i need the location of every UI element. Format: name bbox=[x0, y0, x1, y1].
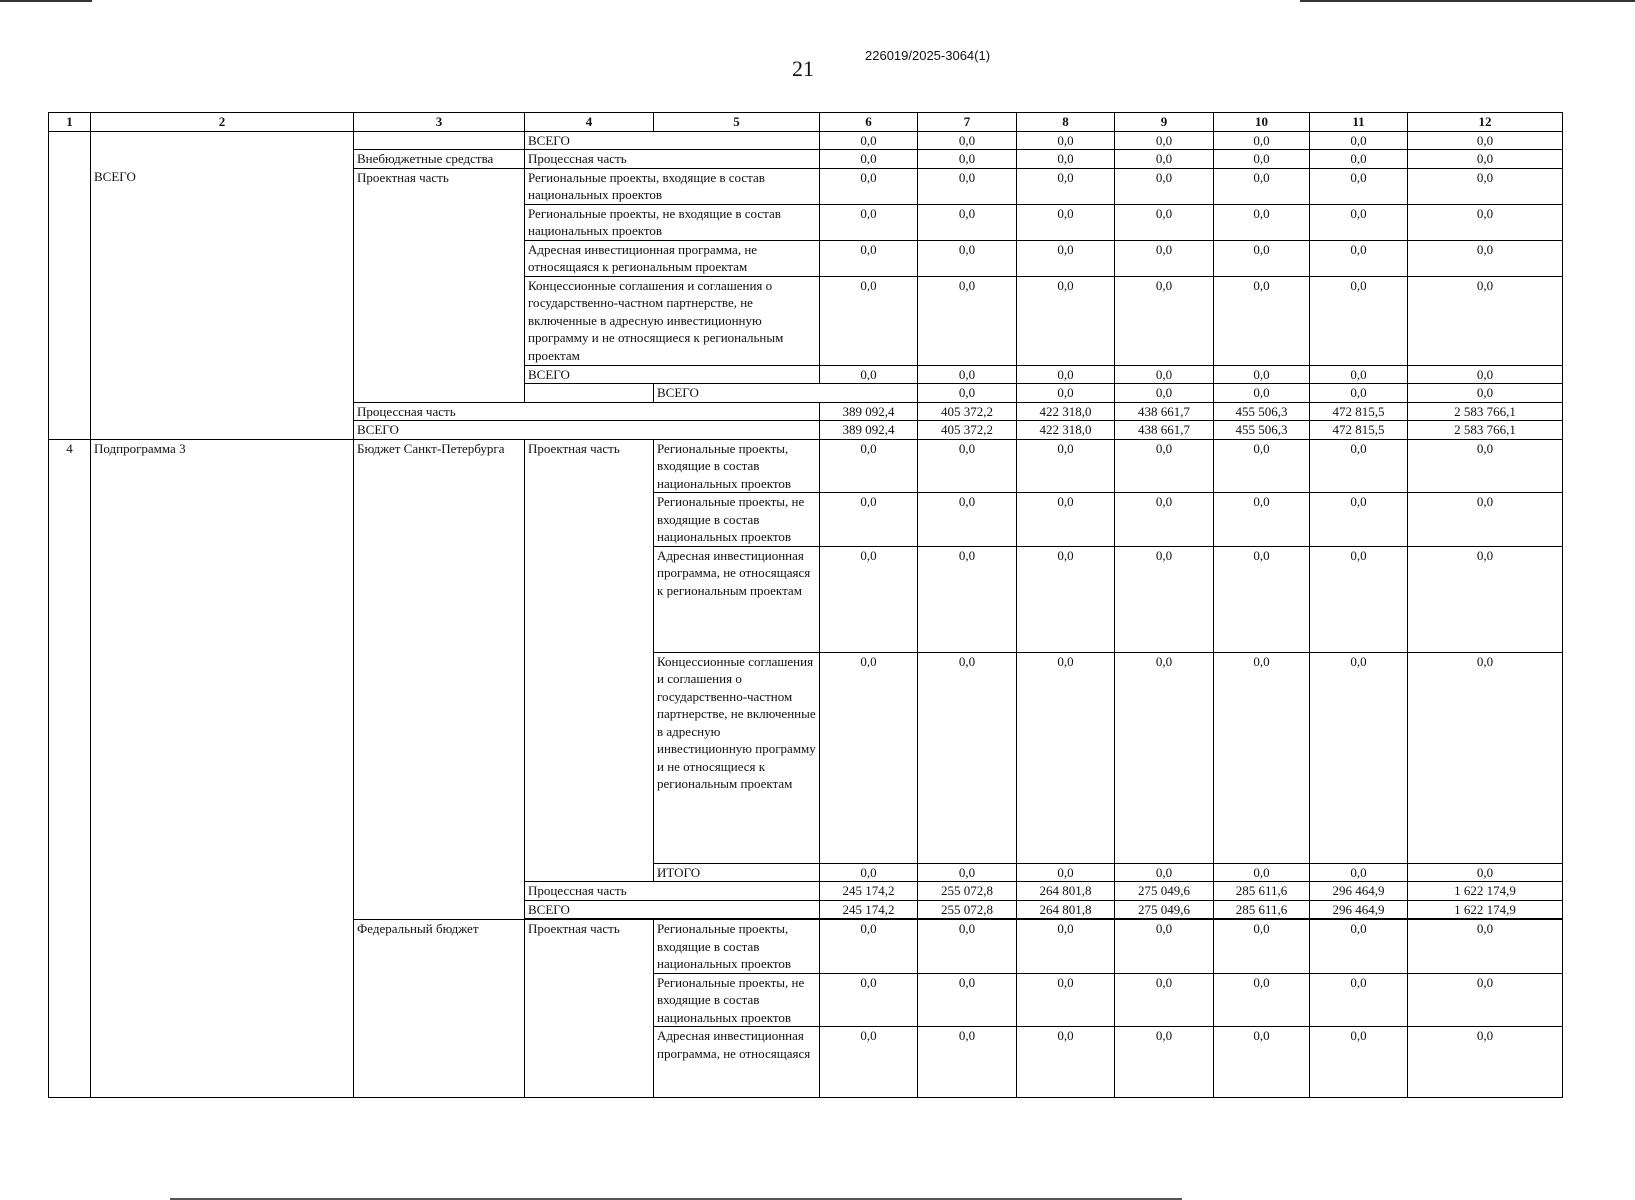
value-cell: 0,0 bbox=[820, 131, 918, 150]
value-cell: 0,0 bbox=[918, 493, 1017, 547]
value-cell: 0,0 bbox=[1408, 384, 1563, 403]
value-cell: 0,0 bbox=[918, 204, 1017, 240]
value-cell: 0,0 bbox=[1408, 276, 1563, 365]
value-cell: 0,0 bbox=[1214, 493, 1310, 547]
value-cell: 0,0 bbox=[918, 240, 1017, 276]
value-cell: 0,0 bbox=[1017, 131, 1115, 150]
col-header: 4 bbox=[525, 113, 654, 132]
value-cell: 0,0 bbox=[918, 131, 1017, 150]
value-cell: 0,0 bbox=[1017, 204, 1115, 240]
value-cell: 0,0 bbox=[1214, 168, 1310, 204]
value-cell: 0,0 bbox=[1408, 365, 1563, 384]
value-cell: 0,0 bbox=[1408, 493, 1563, 547]
value-cell: 285 611,6 bbox=[1214, 900, 1310, 919]
col-header: 1 bbox=[49, 113, 91, 132]
value-cell: 0,0 bbox=[820, 168, 918, 204]
value-cell: 0,0 bbox=[1408, 920, 1563, 974]
value-cell: 422 318,0 bbox=[1017, 402, 1115, 421]
row-label: ВСЕГО bbox=[525, 365, 820, 384]
col-header: 11 bbox=[1310, 113, 1408, 132]
row-label: ВСЕГО bbox=[525, 900, 820, 919]
value-cell: 0,0 bbox=[918, 920, 1017, 974]
value-cell: 285 611,6 bbox=[1214, 882, 1310, 901]
row-label: Адресная инвестиционная программа, не относящаяся bbox=[654, 1027, 820, 1098]
row-label: Региональные проекты, не входящие в состав национальных проектов bbox=[654, 973, 820, 1027]
value-cell: 0,0 bbox=[820, 493, 918, 547]
document-id: 226019/2025-3064(1) bbox=[865, 48, 991, 63]
col-header: 7 bbox=[918, 113, 1017, 132]
value-cell: 2 583 766,1 bbox=[1408, 421, 1563, 440]
header-row bbox=[49, 113, 1563, 132]
value-cell: 0,0 bbox=[1310, 920, 1408, 974]
value-cell: 0,0 bbox=[1017, 365, 1115, 384]
value-cell: 0,0 bbox=[1115, 920, 1214, 974]
row-label: Процессная часть bbox=[354, 402, 820, 421]
value-cell: 0,0 bbox=[1214, 439, 1310, 493]
value-cell: 0,0 bbox=[1310, 131, 1408, 150]
value-cell: 0,0 bbox=[1115, 546, 1214, 652]
value-cell: 0,0 bbox=[820, 240, 918, 276]
col-header: 8 bbox=[1017, 113, 1115, 132]
col-header: 12 bbox=[1408, 113, 1563, 132]
value-cell: 0,0 bbox=[918, 973, 1017, 1027]
value-cell: 0,0 bbox=[820, 204, 918, 240]
value-cell: 0,0 bbox=[820, 439, 918, 493]
value-cell: 0,0 bbox=[1408, 150, 1563, 169]
spacer-cell bbox=[525, 384, 654, 403]
value-cell: 1 622 174,9 bbox=[1408, 900, 1563, 919]
row-label: ВСЕГО bbox=[525, 131, 820, 150]
value-cell: 0,0 bbox=[1408, 131, 1563, 150]
col-header: 5 bbox=[654, 113, 820, 132]
value-cell: 0,0 bbox=[820, 920, 918, 974]
part-label: Проектная часть bbox=[525, 439, 654, 882]
row-label: ВСЕГО bbox=[654, 384, 918, 403]
row-label: Региональные проекты, не входящие в состав национальных проектов bbox=[654, 493, 820, 547]
part-label: Проектная часть bbox=[354, 168, 525, 402]
value-cell: 0,0 bbox=[918, 1027, 1017, 1098]
value-cell: 0,0 bbox=[1115, 652, 1214, 863]
value-cell: 0,0 bbox=[1017, 652, 1115, 863]
value-cell: 0,0 bbox=[1214, 150, 1310, 169]
value-cell: 0,0 bbox=[1214, 131, 1310, 150]
value-cell: 0,0 bbox=[918, 276, 1017, 365]
program-label: ВСЕГО bbox=[91, 168, 354, 439]
value-cell: 0,0 bbox=[1214, 863, 1310, 882]
value-cell: 0,0 bbox=[1214, 920, 1310, 974]
value-cell: 2 583 766,1 bbox=[1408, 402, 1563, 421]
col-header: 10 bbox=[1214, 113, 1310, 132]
row-label: Адресная инвестиционная программа, не относящаяся к региональным проектам bbox=[654, 546, 820, 652]
value-cell: 0,0 bbox=[1310, 168, 1408, 204]
value-cell: 0,0 bbox=[820, 863, 918, 882]
value-cell: 0,0 bbox=[820, 276, 918, 365]
value-cell: 0,0 bbox=[1214, 384, 1310, 403]
value-cell: 255 072,8 bbox=[918, 900, 1017, 919]
value-cell: 405 372,2 bbox=[918, 402, 1017, 421]
value-cell: 0,0 bbox=[918, 439, 1017, 493]
subprogram-name: Подпрограмма 3 bbox=[91, 439, 354, 1098]
program-cell-empty bbox=[91, 131, 354, 168]
value-cell: 0,0 bbox=[820, 973, 918, 1027]
value-cell: 0,0 bbox=[918, 546, 1017, 652]
row-number-cell bbox=[49, 131, 91, 439]
value-cell: 1 622 174,9 bbox=[1408, 882, 1563, 901]
value-cell: 0,0 bbox=[1408, 973, 1563, 1027]
value-cell: 0,0 bbox=[1115, 168, 1214, 204]
part-label: Проектная часть bbox=[525, 920, 654, 1098]
value-cell: 0,0 bbox=[1408, 439, 1563, 493]
value-cell: 389 092,4 bbox=[820, 421, 918, 440]
value-cell: 0,0 bbox=[1115, 439, 1214, 493]
value-cell: 0,0 bbox=[1214, 204, 1310, 240]
value-cell: 0,0 bbox=[1310, 1027, 1408, 1098]
value-cell: 0,0 bbox=[1115, 493, 1214, 547]
value-cell: 438 661,7 bbox=[1115, 402, 1214, 421]
value-cell: 0,0 bbox=[1310, 204, 1408, 240]
value-cell: 455 506,3 bbox=[1214, 402, 1310, 421]
value-cell: 0,0 bbox=[1310, 365, 1408, 384]
value-cell: 0,0 bbox=[1408, 1027, 1563, 1098]
row-label: Процессная часть bbox=[525, 150, 820, 169]
value-cell: 0,0 bbox=[918, 384, 1017, 403]
value-cell: 0,0 bbox=[1017, 973, 1115, 1027]
value-cell: 0,0 bbox=[1214, 973, 1310, 1027]
value-cell: 0,0 bbox=[1408, 168, 1563, 204]
value-cell: 0,0 bbox=[1310, 276, 1408, 365]
value-cell: 0,0 bbox=[1017, 439, 1115, 493]
value-cell: 245 174,2 bbox=[820, 900, 918, 919]
value-cell: 0,0 bbox=[918, 168, 1017, 204]
top-border-right bbox=[1300, 0, 1635, 2]
row-label: Адресная инвестиционная программа, не относящаяся к региональным проектам bbox=[525, 240, 820, 276]
top-border-left bbox=[0, 0, 92, 2]
value-cell: 0,0 bbox=[1310, 973, 1408, 1027]
funding-source: Федеральный бюджет bbox=[354, 920, 525, 1098]
value-cell: 0,0 bbox=[1017, 168, 1115, 204]
value-cell: 0,0 bbox=[1214, 1027, 1310, 1098]
value-cell: 0,0 bbox=[1017, 150, 1115, 169]
row-label: Региональные проекты, входящие в состав национальных проектов bbox=[654, 439, 820, 493]
value-cell: 0,0 bbox=[1408, 204, 1563, 240]
value-cell: 0,0 bbox=[1214, 546, 1310, 652]
value-cell: 0,0 bbox=[1310, 863, 1408, 882]
value-cell: 0,0 bbox=[1310, 439, 1408, 493]
value-cell: 0,0 bbox=[1214, 240, 1310, 276]
value-cell: 0,0 bbox=[1115, 150, 1214, 169]
value-cell: 275 049,6 bbox=[1115, 900, 1214, 919]
funding-source: Внебюджетные средства bbox=[354, 150, 525, 169]
value-cell: 275 049,6 bbox=[1115, 882, 1214, 901]
table-row bbox=[49, 168, 1563, 204]
row-label: Региональные проекты, входящие в состав национальных проектов bbox=[525, 168, 820, 204]
value-cell: 0,0 bbox=[1310, 493, 1408, 547]
table-row bbox=[49, 439, 1563, 493]
value-cell: 0,0 bbox=[820, 652, 918, 863]
value-cell: 0,0 bbox=[1310, 384, 1408, 403]
value-cell: 405 372,2 bbox=[918, 421, 1017, 440]
value-cell: 0,0 bbox=[1115, 131, 1214, 150]
value-cell: 0,0 bbox=[1408, 652, 1563, 863]
value-cell: 0,0 bbox=[918, 652, 1017, 863]
value-cell: 472 815,5 bbox=[1310, 402, 1408, 421]
value-cell: 0,0 bbox=[1310, 652, 1408, 863]
value-cell: 0,0 bbox=[1115, 973, 1214, 1027]
row-label: Региональные проекты, входящие в состав национальных проектов bbox=[654, 920, 820, 974]
row-label: Процессная часть bbox=[525, 882, 820, 901]
value-cell: 0,0 bbox=[918, 863, 1017, 882]
budget-table bbox=[48, 112, 1563, 1098]
value-cell: 0,0 bbox=[820, 1027, 918, 1098]
value-cell: 0,0 bbox=[1408, 546, 1563, 652]
col-header: 6 bbox=[820, 113, 918, 132]
value-cell: 0,0 bbox=[1017, 240, 1115, 276]
value-cell: 455 506,3 bbox=[1214, 421, 1310, 440]
value-cell: 0,0 bbox=[1214, 652, 1310, 863]
funding-source: Бюджет Санкт-Петербурга bbox=[354, 439, 525, 920]
row-label: ИТОГО bbox=[654, 863, 820, 882]
value-cell: 0,0 bbox=[1310, 546, 1408, 652]
value-cell: 0,0 bbox=[1115, 365, 1214, 384]
value-cell: 296 464,9 bbox=[1310, 882, 1408, 901]
row-label: Региональные проекты, не входящие в состав национальных проектов bbox=[525, 204, 820, 240]
value-cell: 0,0 bbox=[1115, 240, 1214, 276]
value-cell: 472 815,5 bbox=[1310, 421, 1408, 440]
value-cell: 0,0 bbox=[1115, 384, 1214, 403]
value-cell: 0,0 bbox=[1017, 546, 1115, 652]
value-cell: 0,0 bbox=[1017, 920, 1115, 974]
col-header: 2 bbox=[91, 113, 354, 132]
value-cell: 0,0 bbox=[1408, 240, 1563, 276]
col-header: 3 bbox=[354, 113, 525, 132]
value-cell: 0,0 bbox=[1115, 276, 1214, 365]
value-cell: 0,0 bbox=[1017, 863, 1115, 882]
col-header: 9 bbox=[1115, 113, 1214, 132]
value-cell: 0,0 bbox=[1017, 276, 1115, 365]
value-cell: 0,0 bbox=[1017, 1027, 1115, 1098]
value-cell: 0,0 bbox=[1214, 365, 1310, 384]
source-cell-empty bbox=[354, 131, 525, 150]
value-cell: 0,0 bbox=[1408, 863, 1563, 882]
table-row bbox=[49, 131, 1563, 150]
value-cell: 245 174,2 bbox=[820, 882, 918, 901]
value-cell: 0,0 bbox=[1017, 384, 1115, 403]
value-cell: 0,0 bbox=[1115, 1027, 1214, 1098]
value-cell: 0,0 bbox=[918, 150, 1017, 169]
value-cell: 0,0 bbox=[820, 546, 918, 652]
value-cell: 264 801,8 bbox=[1017, 900, 1115, 919]
value-cell: 438 661,7 bbox=[1115, 421, 1214, 440]
value-cell: 0,0 bbox=[1017, 493, 1115, 547]
row-label: Концессионные соглашения и соглашения о государственно-частном партнерстве, не включенные в адресную инвестиционную программу и не относящиеся к региональным проектам bbox=[525, 276, 820, 365]
row-label: Концессионные соглашения и соглашения о государственно-частном партнерстве, не включенные в адресную инвестиционную программу и не относящиеся к региональным проектам bbox=[654, 652, 820, 863]
value-cell: 0,0 bbox=[1115, 863, 1214, 882]
value-cell: 264 801,8 bbox=[1017, 882, 1115, 901]
value-cell: 255 072,8 bbox=[918, 882, 1017, 901]
value-cell: 0,0 bbox=[1115, 204, 1214, 240]
value-cell: 389 092,4 bbox=[820, 402, 918, 421]
value-cell: 0,0 bbox=[820, 150, 918, 169]
value-cell: 0,0 bbox=[1310, 150, 1408, 169]
value-cell: 0,0 bbox=[1214, 276, 1310, 365]
value-cell: 0,0 bbox=[918, 365, 1017, 384]
value-cell: 296 464,9 bbox=[1310, 900, 1408, 919]
page-number: 21 bbox=[792, 56, 814, 81]
row-label: ВСЕГО bbox=[354, 421, 820, 440]
value-cell: 0,0 bbox=[820, 365, 918, 384]
value-cell: 422 318,0 bbox=[1017, 421, 1115, 440]
row-number: 4 bbox=[49, 439, 91, 1098]
value-cell: 0,0 bbox=[1310, 240, 1408, 276]
